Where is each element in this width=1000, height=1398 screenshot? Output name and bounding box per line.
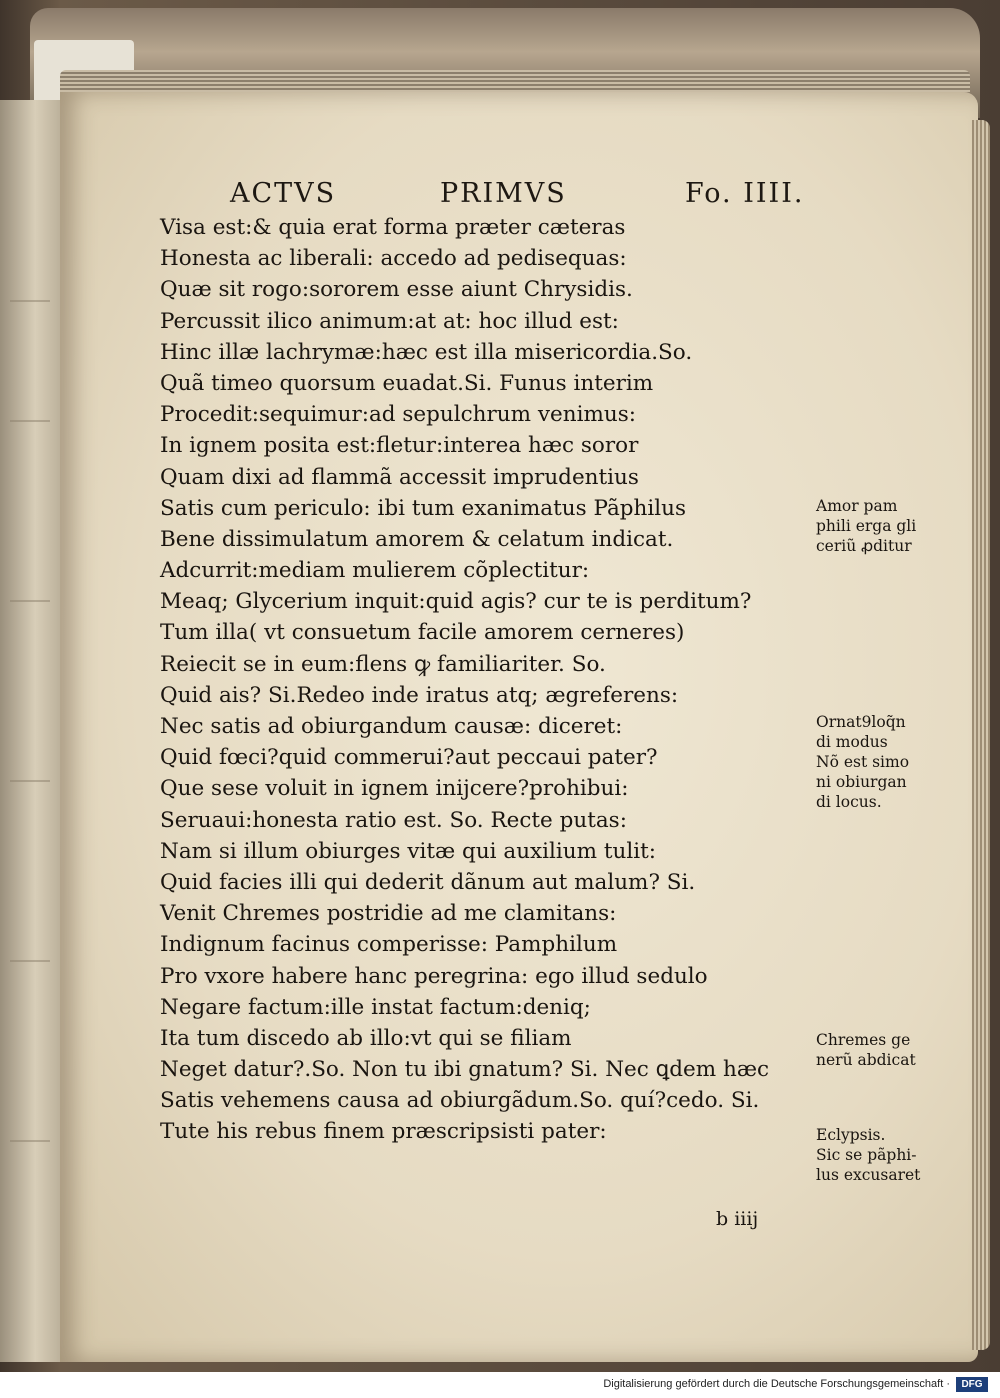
text-line: Percussit ilico animum:at at: hoc illud est: <box>160 308 619 334</box>
text-line: Meaq; Glycerium inquit:quid agis? cur te is perditum? <box>160 589 752 615</box>
left-page-edge <box>0 100 64 1362</box>
text-line: Venit Chremes postridie ad me clamitans: <box>160 901 617 927</box>
text-line: Tum illa( vt consuetum facile amorem cerneres) <box>160 620 685 646</box>
folio-number: Fo. IIII. <box>685 178 805 209</box>
text-line: Quid ais? Si.Redeo inde iratus atq; ægreferens: <box>160 682 679 708</box>
page-edges-right <box>972 120 990 1350</box>
text-line: Quid fœci?quid commerui?aut peccaui pater? <box>160 745 658 771</box>
dfg-logo-icon: DFG <box>956 1377 988 1392</box>
text-line: Visa est:& quia erat forma præter cæteras <box>160 215 626 240</box>
text-line: Quæ sit rogo:sororem esse aiunt Chrysidis. <box>160 277 633 303</box>
marginal-gloss: Eclypsis. Sic se pãphi- lus excusaret <box>816 1126 921 1184</box>
footer-bar <box>0 1372 1000 1398</box>
text-line: Quã timeo quorsum euadat.Si. Funus interim <box>160 370 654 396</box>
text-line: Bene dissimulatum amorem & celatum indicat. <box>160 526 674 552</box>
marginal-gloss: Ornat9loq̃n di modus Nõ est simo ni obiurgan di locus. <box>816 713 910 811</box>
text-line: Negare factum:ille instat factum:deniq; <box>160 994 591 1020</box>
text-line: Quam dixi ad flammã accessit imprudentius <box>160 464 639 490</box>
text-line: Que sese voluit in ignem inijcere?prohibui: <box>160 776 629 802</box>
text-line: Seruaui:honesta ratio est. So. Recte putas: <box>160 807 627 833</box>
text-line: Nam si illum obiurges vitæ qui auxilium tulit: <box>160 838 656 864</box>
running-head-left: ACTVS <box>230 178 337 209</box>
text-line: Hinc illæ lachrymæ:hæc est illa misericordia.So. <box>160 339 693 365</box>
signature-mark: b iiij <box>716 1208 759 1230</box>
text-line: Satis vehemens causa ad obiurgãdum.So. quí?cedo. Si. <box>160 1088 760 1114</box>
text-line: Ita tum discedo ab illo:vt qui se filiam <box>160 1025 572 1051</box>
marginal-gloss: Chremes ge nerũ abdicat <box>816 1031 916 1069</box>
funding-credit: Digitalisierung gefördert durch die Deutsche Forschungsgemeinschaft · <box>603 1378 950 1390</box>
text-line: Indignum facinus comperisse: Pamphilum <box>160 932 618 958</box>
text-line: Pro vxore habere hanc peregrina: ego illud sedulo <box>160 963 708 989</box>
text-line: Satis cum periculo: ibi tum exanimatus Pãphilus <box>160 495 687 521</box>
text-line: Tute his rebus finem præscripsisti pater: <box>160 1119 607 1145</box>
text-line: Procedit:sequimur:ad sepulchrum venimus: <box>160 402 636 428</box>
marginal-gloss: Amor pam phili erga gli ceriũ ꝓditur <box>816 497 917 555</box>
text-line: In ignem posita est:fletur:interea hæc soror <box>160 433 639 459</box>
text-line: Adcurrit:mediam mulierem cõplectitur: <box>160 558 590 584</box>
text-line: Reiecit se in eum:flens ꝙ familiariter. So. <box>160 651 606 677</box>
text-line: Honesta ac liberali: accedo ad pedisequas: <box>160 246 627 272</box>
text-line: Neget datur?.So. Non tu ibi gnatum? Si. Nec ꝗdem hæc <box>160 1057 770 1083</box>
main-text <box>160 212 800 1148</box>
running-head-middle: PRIMVS <box>440 178 567 209</box>
text-line: Quid facies illi qui dederit dãnum aut malum? Si. <box>160 869 696 895</box>
text-line: Nec satis ad obiurgandum causæ: diceret: <box>160 714 623 739</box>
